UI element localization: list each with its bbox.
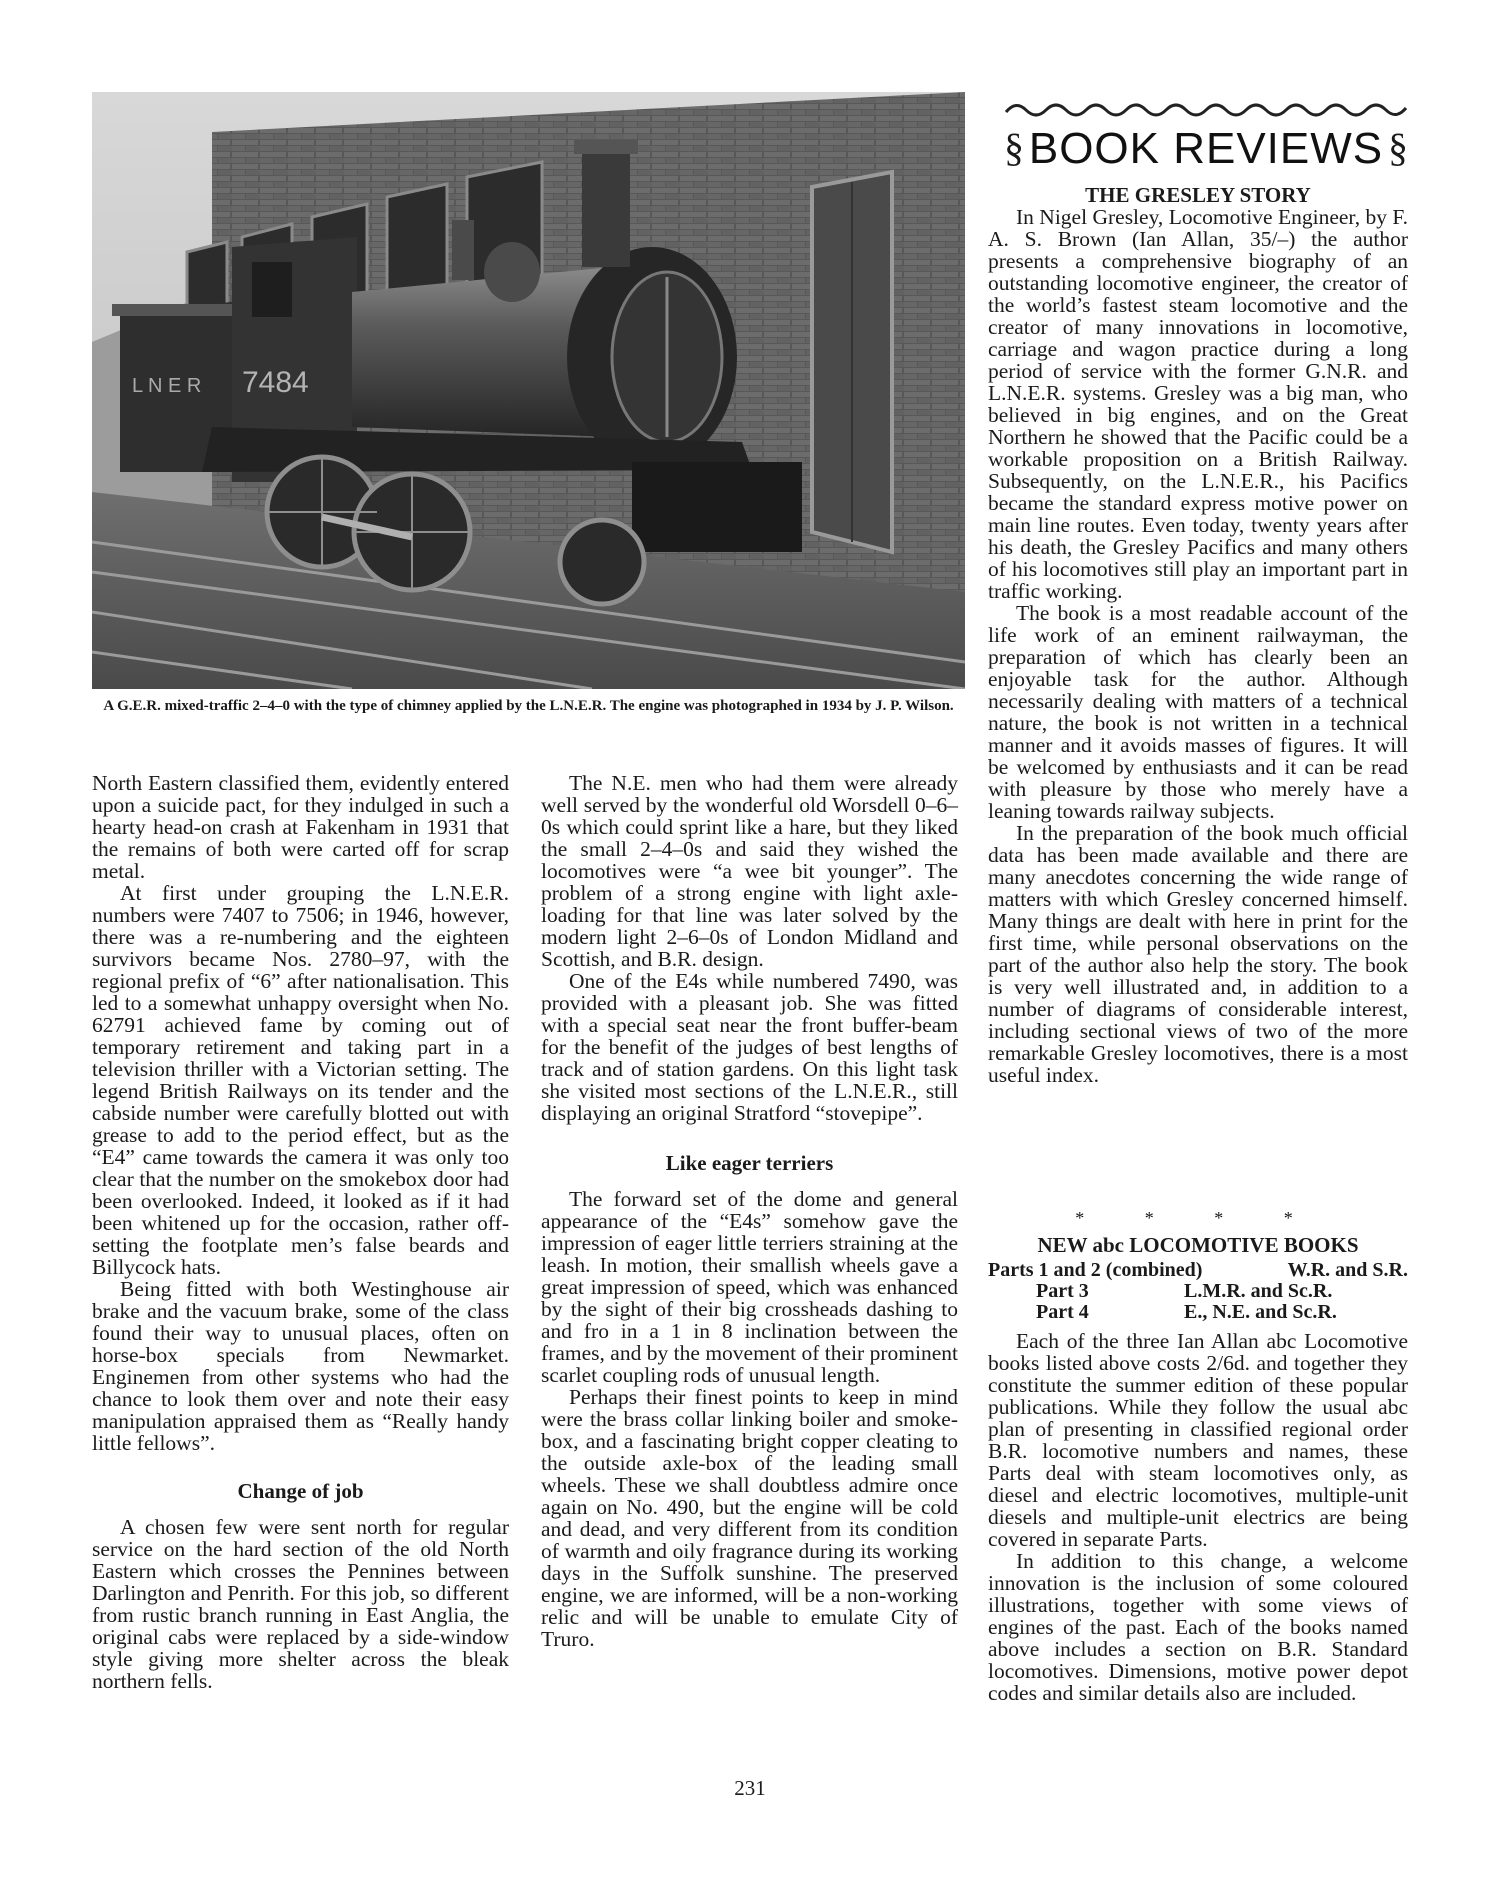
left-paragraph-3: Being fitted with both Westinghouse air brake and the vacuum brake, some of the class found their way to unusual places, often on horse-box specials from Newmarket. Enginemen from other systems who had the chance to look them over and note their easy manipulation appraised them as “Really handy little fellows”. [92,1277,509,1455]
left-paragraph-2: At first under grouping the L.N.E.R. numbers were 7407 to 7506; in 1946, however, there was a re-numbering and the eighteen survivors became Nos. 2780–97, with the regional prefix of “6” after nationalisation. This led to a somewhat unhappy oversight when No. 62791 achieved fame by coming out of temporary retirement and taking part in a television thriller with a Victorian setting. The legend British Railways on its tender and the cabside number were carefully blotted out with grease to add to the period effect, but as the “E4” came towards the camera it was only too clear that the number on the smokebox door had been overlooked. Indeed, it looked as if it had been whitened up for the occasion, rather off-setting the footplate men’s false beards and Billycock hats. [92,881,509,1279]
loco-number-cabside: 7484 [242,366,309,399]
review-heading-abc: NEW abc LOCOMOTIVE BOOKS [1037,1233,1359,1257]
review2-paragraph-1: Each of the three Ian Allan abc Locomotive books listed above costs 2/6d. and together they constitute the summer edition of these popular publications. While they follow the usual abc plan of presenting in classified regional order B.R. locomotive numbers and names, these Parts deal with steam locomotives only, as diesel and electric locomotives, multiple-unit diesels and multiple-unit electrics are being covered in separate Parts. [988,1329,1408,1551]
locomotive-illustration [92,92,965,689]
parts-row [988,1281,1408,1302]
section-right-flourish-icon: § [1388,125,1408,170]
left-column [92,772,509,1692]
parts-row [988,1302,1408,1323]
middle-column [541,772,958,1650]
part-regions: W.R. and S.R. [1287,1259,1408,1281]
section-divider-stars: * * * * [1075,1208,1321,1228]
part-label: Parts 1 and 2 (combined) [988,1259,1203,1281]
heading-like-eager-terriers: Like eager terriers [665,1151,834,1175]
middle-paragraph-1: The N.E. men who had them were already well served by the wonderful old Worsdell 0–6–0s which could sprint like a hare, but they liked the small 2–4–0s and said they wished the locomotives were “a wee bit younger”. The problem of a strong engine with light axle-loading for that line was later solved by the modern light 2–6–0s of London Midland and Scottish, and B.R. design. [541,771,958,971]
photo-caption: A G.E.R. mixed-traffic 2–4–0 with the type of chimney applied by the L.N.E.R. The engine was photographed in 1934 by J. P. Wilson. [103,698,954,714]
review-heading-gresley: THE GRESLEY STORY [1085,183,1311,207]
book-reviews-header [1004,118,1408,180]
left-paragraph-1: North Eastern classified them, evidently entered upon a suicide pact, for they indulged in such a hearty head-on crash at Fakenham in 1931 that the remains of both were carted off for scrap metal. [92,771,509,883]
review1-paragraph-1: In Nigel Gresley, Locomotive Engineer, by F. A. S. Brown (Ian Allan, 35/–) the author presents a comprehensive biography of an outstanding locomotive engineer, the creator of the world’s fastest steam locomotive and the creator of many innovations in locomotive, carriage and wagon practice during a long period of service with the former G.N.R. and L.N.E.R. systems. Gresley was a big man, who believed in big engines, and on the Great Northern he showed that the Pacific could be a workable proposition on a British Railway. Subsequently, on the L.N.E.R., his Pacifics became the standard express motive power on main line routes. Even today, twenty years after his death, the Gresley Pacifics and many others of his locomotives still play an important part in traffic working. [988,205,1408,603]
review1-paragraph-2: The book is a most readable account of the life work of an eminent railwayman, the preparation of which has clearly been an enjoyable task for the author. Although necessarily dealing with matters of a technical nature, the book is not written in a technical manner and it avoids masses of figures. It will be welcomed by enthusiasts and it can be read with pleasure by those who merely have a leaning towards railway subjects. [988,601,1408,823]
review2-body [988,1330,1408,1704]
review2-paragraph-2: In addition to this change, a welcome innovation is the inclusion of some coloured illustrations, together with some views of engines of the past. Each of the books named above includes a section on B.R. Standard locomotives. Dimensions, motive power depot codes and similar details also are included. [988,1549,1408,1705]
part-label: Part 3 [1036,1280,1089,1302]
section-title: BOOK REVIEWS [1028,124,1384,173]
heading-change-of-job: Change of job [237,1479,364,1503]
section-left-flourish-icon: § [1004,125,1024,170]
middle-paragraph-3: The forward set of the dome and general appearance of the “E4s” somehow gave the impression of eager little terriers straining at the leash. In motion, their smallish wheels gave a great impression of speed, which was enhanced by the sight of their big crossheads dashing to and fro in a 1 in 8 inclination between the frames, and by the movement of their prominent scarlet coupling rods of unusual length. [541,1187,958,1387]
part-label: Part 4 [1036,1301,1089,1323]
parts-row [988,1260,1408,1281]
part-regions: E., N.E. and Sc.R. [1184,1301,1337,1323]
tender-lettering: L N E R [132,375,202,397]
parts-list [988,1260,1408,1323]
right-column [988,184,1408,1086]
part-regions: L.M.R. and Sc.R. [1184,1280,1333,1302]
decorative-border-icon [1004,100,1408,118]
middle-paragraph-2: One of the E4s while numbered 7490, was provided with a pleasant job. She was fitted with a special seat near the front buffer-beam for the benefit of the judges of best lengths of track and of station gardens. On this light task she visited most sections of the L.N.E.R., still displaying an original Stratford “stovepipe”. [541,969,958,1125]
left-paragraph-4: A chosen few were sent north for regular service on the hard section of the old North Eastern which crosses the Pennines between Darlington and Penrith. For this job, so different from rustic branch running in East Anglia, the original cabs were replaced by a side-window style giving more shelter across the bleak northern fells. [92,1515,509,1693]
locomotive-photo [92,92,965,689]
middle-paragraph-4: Perhaps their finest points to keep in mind were the brass collar linking boiler and smoke-box, and a fascinating bright copper cleating to the outside axle-box of the leading small wheels. These we shall doubtless admire once again on No. 490, but the engine will be cold and dead, and very different from its condition of warmth and oily fragrance during its working days in the Suffolk sunshine. The preserved engine, we are informed, will be a non-working relic and will be unable to emulate City of Truro. [541,1385,958,1651]
review1-paragraph-3: In the preparation of the book much official data has been made available and there are many anecdotes concerning the wide range of matters with which Gresley concerned himself. Many things are dealt with here in print for the first time, while personal observations on the part of the author also help the story. The book is very well illustrated and, in addition to a number of diagrams of considerable interest, including sectional views of two of the more remarkable Gresley locomotives, there is a most useful index. [988,821,1408,1087]
page-number: 231 [734,1776,766,1800]
